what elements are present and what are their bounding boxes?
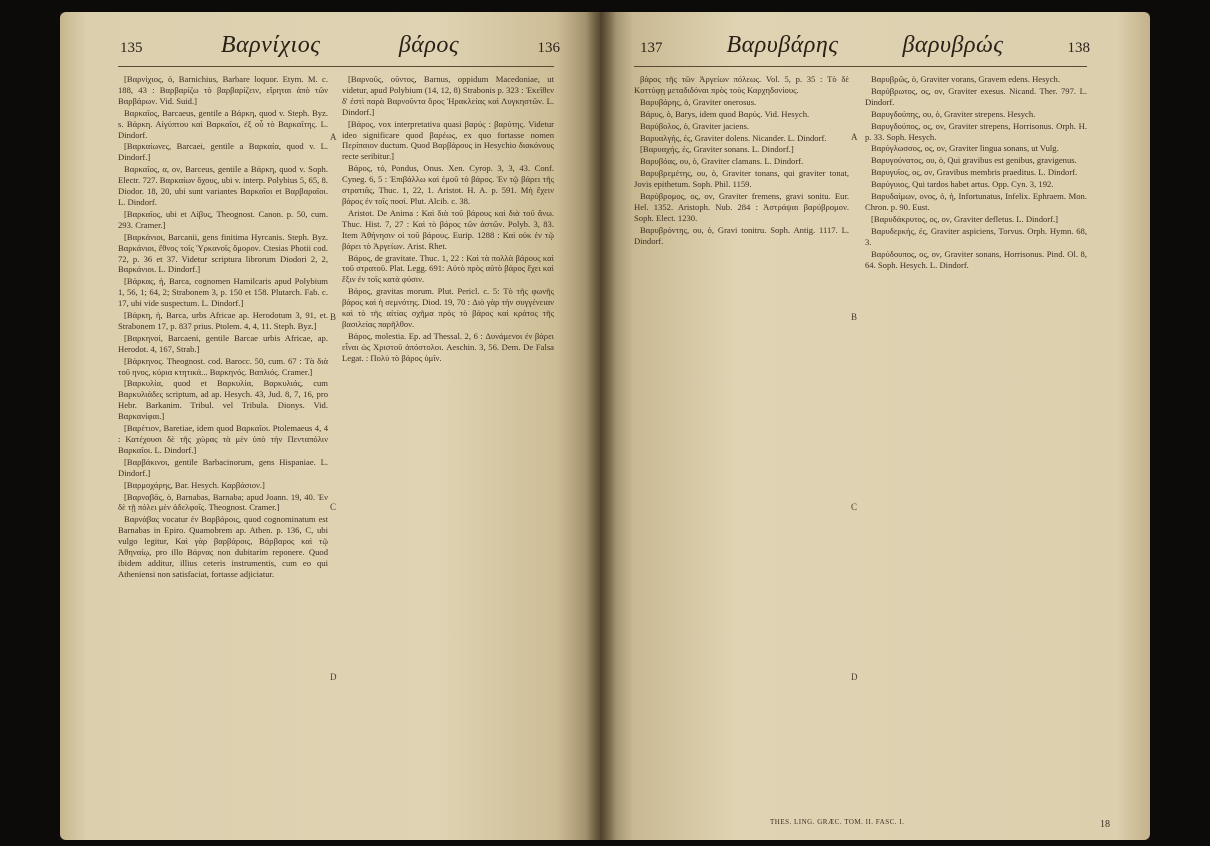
dictionary-entry: [Βάρκας, ἡ, Barca, cognomen Hamilcaris apud Polybium 1, 56, 1; 64, 2; Strabonem 3, p. 150 et 158. Plutarch. Fab. c. 17, ubi vide suspectum. L. Dindorf.] — [118, 276, 328, 309]
left-page-title: Βαρνίχιος — [220, 32, 321, 58]
dictionary-entry: Βάρος, de gravitate. Thuc. 1, 22 : Καὶ τὰ πολλὰ βάρους καὶ τοῦ στρατοῦ. Plat. Legg. 691: Αὐτὸ πρὸς αὑτὸ βάρος ἔχει καὶ ἕξιν ἐν τοῖς κατὰ φύσιν. — [342, 252, 554, 285]
left-page — [60, 12, 600, 840]
dictionary-entry: [Βαρνοῦς, οῦντος, Barnus, oppidum Macedoniae, ut videtur, apud Polybium (14, 12, 8) Strabonis p. 323 : Ἐκεῖθεν δ' ἐστὶ παρὰ Βαρνοῦντα ὅρος Ἡρακλείας καὶ Λυγκηστῶν. L. Dindorf.] — [342, 74, 554, 117]
dictionary-entry: Βαρύγυιος, Qui tardos habet artus. Opp. Cyn. 3, 192. — [871, 179, 1054, 190]
section-letter: B — [330, 312, 337, 322]
dictionary-entry: Βαρυγυῖος, ος, ον, Gravibus membris praeditus. L. Dindorf. — [871, 167, 1078, 178]
dictionary-entry: [Βαρμοχάρης, Bar. Hesych. Καρβάσιον.] — [124, 479, 265, 490]
dictionary-entry: βάρος τῆς τῶν Ἀργείων πόλεως. Vol. 5, p. 35 : Τὸ δὲ Κοττύφῃ μεταδιδόναι πρὸς τοὺς Καρχηδονίους. — [634, 74, 849, 95]
left-page-column-b-title: βάρος — [398, 32, 460, 58]
section-letter: C — [330, 502, 337, 512]
dictionary-entry: [Βαρναβᾶς, ὁ, Barnabas, Barnaba; apud Joann. 19, 40. Ἐν δὲ τῇ πόλει μὲν ἀδελφοῖς. Theognost. Cramer.] — [118, 491, 328, 513]
dictionary-entry: Βαρυγούνατος, ου, ὁ, Qui gravibus est genibus, gravigenus. — [871, 155, 1077, 166]
dictionary-entry: [Βαρυαχής, ές, Graviter sonans. L. Dindorf.] — [640, 144, 794, 155]
right-page-column-b-title: βαρυβρώς — [902, 32, 1004, 58]
dictionary-entry: Βαρύδουπος, ος, ον, Graviter sonans, Horrisonus. Pind. Ol. 8, 64. Soph. Hesych. L. Dindorf. — [865, 248, 1087, 270]
dictionary-entry: Βαρκαῖος, α, ον, Barceus, gentile a Βάρκη, quod v. Soph. Electr. 727. Βαρκαίων ὄχους, ubi v. interp. Polybius 5, 65, 8. Diodor. 18, 20, ubi sunt variantes Βαρκαῖοι et Βαρβαραῖοι. L. Dindorf. — [118, 164, 328, 207]
right-page-title: Βαρυβάρης — [726, 32, 839, 58]
dictionary-entry: Βάρυς, ὁ, Barys, idem quod Βαρύς. Vid. Hesych. — [640, 108, 810, 119]
dictionary-entry: Βαρυβρῶς, ὁ, Graviter vorans, Gravem edens. Hesych. — [871, 74, 1060, 84]
right-column-a — [634, 74, 849, 809]
dictionary-entry: Βαρνάβας vocatur ἐν Βαρβάροις, quod cognominatum est Barnabas in Epiro. Quamobrem ap. Athen. p. 136, C, ubi vulgo legitur, Καὶ γὰρ βαρβάροις, Βάρβαρος καὶ τῷ Ἀθηναίῳ, pro illo Βάρνας non dubitarim reponere. Quod ibidem additur, illius ceteris instrumentis, cum eo qui Atheniensi non satisfaciat, fortasse adjiciatur. — [118, 514, 328, 579]
dictionary-entry: Βαρυδαίμων, ονος, ὁ, ἡ, Infortunatus, Infelix. Ephraem. Mon. Chron. p. 90. Eust. — [865, 191, 1087, 212]
dictionary-entry: [Βαρκαῖος, ubi et Λίβυς, Theognost. Canon. p. 50, cum. 293. Cramer.] — [118, 208, 328, 230]
section-letter: A — [851, 132, 858, 142]
right-page — [600, 12, 1150, 840]
left-column-b — [342, 74, 554, 809]
section-letter: C — [851, 502, 858, 512]
dictionary-entry: Βαρυβόας, ου, ὁ, Graviter clamans. L. Dindorf. — [640, 156, 804, 167]
dictionary-entry: Aristot. De Anima : Καὶ διὰ τοῦ βάρους καὶ διὰ τοῦ ἄνω. Thuc. Hist. 7, 27 : Καὶ τὸ βάρος τῶν ἀστῶν. Polyb. 3, 83. Item Ἀθήνησιν οἱ τοῦ βάρους. Eurip. 1288 : Καὶ οὐκ ἐν τῷ βάρει τὸ Ἀργείων. Arist. Rhet. — [342, 207, 554, 251]
section-letter: B — [851, 312, 858, 322]
dictionary-entry: Βαρυγδούπος, ος, ον, Graviter strepens, Horrisonus. Orph. H. p. 33. Soph. Hesych. — [865, 120, 1087, 142]
right-page-header — [640, 32, 1090, 62]
dictionary-entry: Βαρκαῖος, Barcaeus, gentile a Βάρκη, quod v. Steph. Byz. s. Βάρκη. Αἰγύπτου καὶ Βαρκαῖοι, ἐξ οὗ τὸ Βαρκαῖτης. L. Dindorf. — [118, 107, 328, 140]
right-margin-letters — [851, 12, 865, 840]
dictionary-entry: [Βάρκηνος. Theognost. cod. Barocc. 50, cum. 67 : Τὰ διὰ τοῦ ηνος, κύρια κτητικά... Βαρκηνός. Βαπλιός. Cramer.] — [118, 355, 328, 377]
dictionary-entry: Βάρος, gravitas morum. Plut. Pericl. c. 5: Τὸ τῆς φωνῆς βάρος καὶ ἡ σεμνότης. Diod. 19, 70 : Διὸ γὰρ τὴν συγγένειαν καὶ τὸ τῆς αἰτίας σχῆμα πρὸς τὸ βάρος καὶ κράτος τῆς βασιλείας παρῆλθον. — [342, 286, 554, 329]
dictionary-entry: Βαρυαλγής, ές, Graviter dolens. Nicander. L. Dindorf. — [640, 132, 827, 143]
left-page-number: 135 — [120, 40, 143, 56]
signature-mark: 18 — [1100, 819, 1110, 830]
dictionary-entry: [Βάρκη, ἡ, Barca, urbs Africae ap. Herodotum 3, 91, et. Strabonem 17, p. 837 prius. Ptolem. 4, 4, 11. Steph. Byz.] — [118, 310, 328, 331]
dictionary-entry: [Βαρυδάκρυτος, ος, ον, Graviter defletus. L. Dindorf.] — [871, 213, 1059, 224]
dictionary-entry: [Βάρος, vox interpretativa quasi βαρύς : βαρύτης. Videtur ideo significare quod βαρέως, ex quo fortasse nomen Περίπαιον ductum. Quod Βαρβάρους in Hesychio διακόνους recte seribitur.] — [342, 118, 554, 162]
dictionary-entry: Βαρύβολος, ὁ, Graviter jaciens. — [640, 120, 749, 131]
right-page-number: 137 — [640, 40, 663, 56]
section-letter: A — [330, 132, 337, 142]
section-letter: D — [851, 672, 858, 682]
dictionary-entry: [Βαρκηνοί, Barcaeni, gentile Barcae urbis Africae, ap. Herodot. 4, 167, Strab.] — [118, 332, 328, 354]
dictionary-entry: Βαρυδερκής, ές, Graviter aspiciens, Torvus. Orph. Hymn. 68, 3. — [865, 225, 1087, 247]
dictionary-entry: Βαρύγλωσσος, ος, ον, Graviter lingua sonans, ut Vulg. — [871, 143, 1059, 154]
dictionary-entry: Βαρυβρόντης, ου, ὁ, Gravi tonitru. Soph. Antig. 1117. L. Dindorf. — [634, 224, 849, 246]
left-page-column-b-number: 136 — [537, 40, 560, 56]
dictionary-entry: [Βαρέτιον, Baretiae, idem quod Βαρκαῖοι. Ptolemaeus 4, 4 : Κατέχουσι δὲ τῆς χώρας τὰ μὲν ὑπὸ τὴν Πενταπόλιν Βαρκαῖοι. L. Dindorf.] — [118, 423, 328, 455]
page-footer: THES. LING. GRÆC. TOM. II. FASC. I. — [770, 818, 905, 826]
dictionary-entry: [Βαρκυλία, quod et Βαρκυλία, Βαρκυλιάς, cum Βαρκυλιάδες scriptum, ad ap. Hesych. 43, Jud. 8, 7, 16, pro Hebr. Barkanim. Tribul. vel Tribula. Dionys. Vid. Βαρκανίφαι.] — [118, 378, 328, 422]
left-column-a — [118, 74, 328, 809]
dictionary-entry: Βαρυβρεμέτης, ου, ὁ, Graviter tonans, qui graviter tonat, Jovis epithetum. Soph. Phil. 1159. — [634, 168, 849, 190]
dictionary-entry: [Βαρκαίωνες, Barcaei, gentile a Βαρκαία, quod v. L. Dindorf.] — [118, 141, 328, 163]
section-letter: D — [330, 672, 337, 682]
dictionary-entry: Βάρος, molestia. Ep. ad Thessal. 2, 6 : Δυνάμενοι ἐν βάρει εἶναι ὡς Χριστοῦ ἀπόστολοι. Aeschin. 3, 56. Dem. De Falsa Legat. : Πολὺ τὸ βάρος ὑμῖν. — [342, 330, 554, 363]
dictionary-entry: [Βαρνίχιος, ὁ, Barnichius, Barbare loquor. Etym. M. c. 188, 43 : Βαρβαρίζω τὸ βαρβαρίζειν, εἴρηται ἀπὸ τῶν Βαρβάρων. Vid. Suid.] — [118, 74, 328, 106]
book-spread — [60, 12, 1150, 840]
dictionary-entry: [Βαρβάκινοι, gentile Barbacinorum, gens Hispaniae. L. Dindorf.] — [118, 456, 328, 478]
dictionary-entry: Βαρύβρωτος, ος, ον, Graviter exesus. Nicand. Ther. 797. L. Dindorf. — [865, 85, 1087, 107]
right-column-b — [865, 74, 1087, 809]
dictionary-entry: [Βαρκάνιοι, Barcanii, gens finitima Hyrcanis. Steph. Byz. Βαρκάνιοι, ἔθνος τοῖς Ὑρκανοῖς ὅμορον. Ctesias Photii cod. 72, p. 36 et 37. Videtur scriptura librorum Diodori 2, 2, Βαρκάνιοι. L. Dindorf.] — [118, 231, 328, 275]
book-gutter — [586, 12, 616, 840]
dictionary-entry: Βαρυβάρης, ὁ, Graviter onerosus. — [640, 96, 757, 107]
dictionary-entry: Βαρύβρομος, ος, ον, Graviter fremens, gravi sonitu. Eur. Hel. 1352. Aristoph. Nub. 284 : Ἀστράψαι βαρύβρομον. Soph. Elect. 1230. — [634, 191, 849, 223]
dictionary-entry: Βάρος, τό, Pondus, Onus. Xen. Cyrop. 3, 3, 43. Conf. Cyneg. 6, 5 : Ἐπιβάλλω καὶ ἐμοῦ τὸ βάρος. Ἐν τῷ βάρει τῆς στρατιᾶς, Thuc. 1, 22, 1. Aristot. H. A. p. 591. Μὴ ἔχειν βάρος ἐν τοῖς ποσί. Plut. Alcib. c. 38. — [342, 163, 554, 206]
dictionary-entry: Βαρυγδούπης, ου, ὁ, Graviter strepens. Hesych. — [871, 108, 1036, 119]
right-page-column-b-number: 138 — [1067, 40, 1090, 56]
